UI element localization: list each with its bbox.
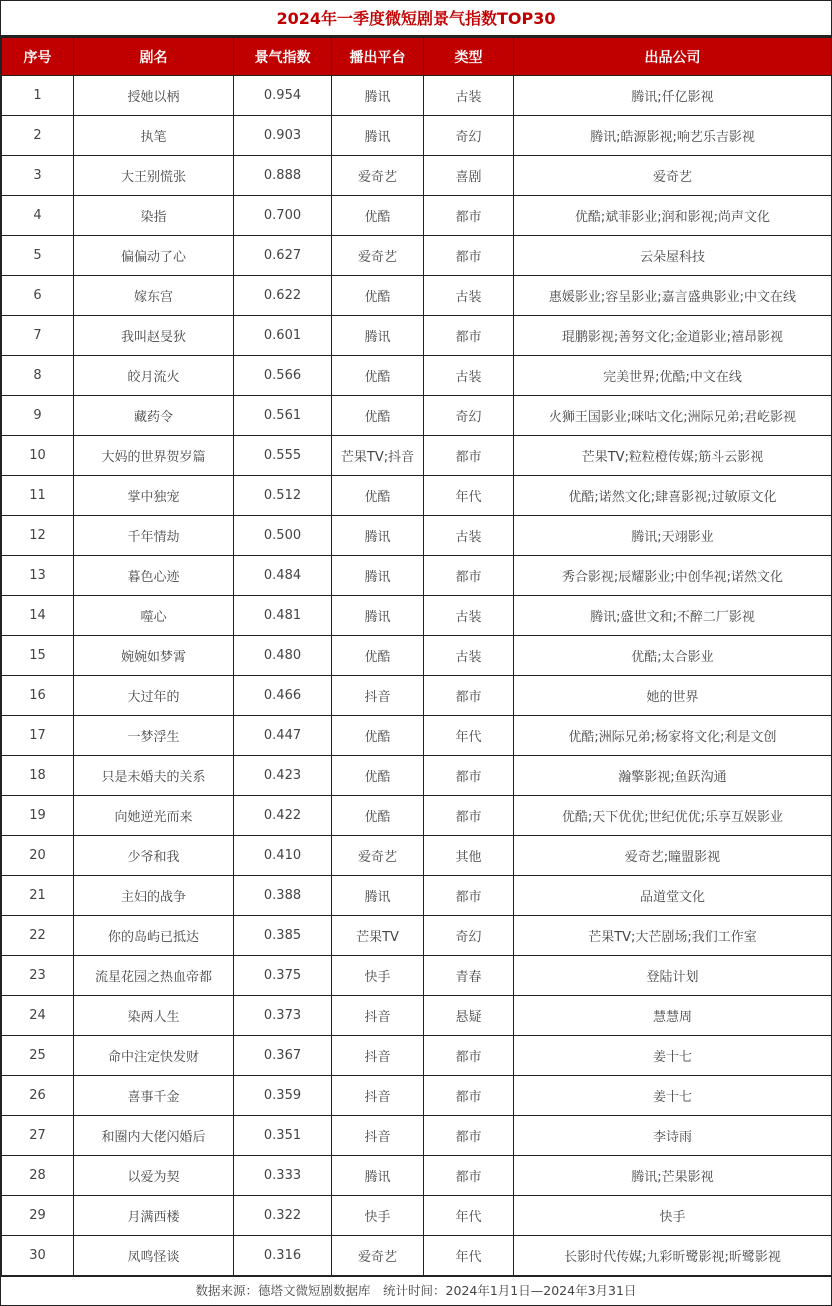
cell-platform: 优酷 [332,356,424,396]
cell-genre: 悬疑 [424,996,514,1036]
cell-genre: 古装 [424,276,514,316]
cell-rank: 10 [2,436,74,476]
cell-platform: 腾讯 [332,876,424,916]
cell-company: 姜十七 [514,1076,832,1116]
table-row [2,1156,832,1196]
cell-rank: 17 [2,716,74,756]
cell-platform: 抖音 [332,996,424,1036]
cell-title: 只是未婚夫的关系 [74,756,234,796]
table-row [2,516,832,556]
cell-genre: 年代 [424,716,514,756]
cell-title: 藏药令 [74,396,234,436]
cell-title: 一梦浮生 [74,716,234,756]
table-row [2,1116,832,1156]
cell-title: 凤鸣怪谈 [74,1236,234,1276]
cell-genre: 年代 [424,476,514,516]
cell-platform: 优酷 [332,716,424,756]
cell-genre: 古装 [424,516,514,556]
cell-index: 0.422 [234,796,332,836]
cell-genre: 喜剧 [424,156,514,196]
cell-platform: 腾讯 [332,516,424,556]
table-row [2,876,832,916]
cell-company: 瀚擎影视;鱼跃沟通 [514,756,832,796]
cell-platform: 爱奇艺 [332,836,424,876]
cell-genre: 都市 [424,436,514,476]
cell-company: 优酷;斌菲影业;润和影视;尚声文化 [514,196,832,236]
table-row [2,476,832,516]
header-row [2,38,832,76]
cell-platform: 优酷 [332,396,424,436]
cell-title: 少爷和我 [74,836,234,876]
table-row [2,1036,832,1076]
ranking-table [1,37,832,1276]
cell-company: 芒果TV;大芒剧场;我们工作室 [514,916,832,956]
cell-genre: 古装 [424,76,514,116]
table-row [2,556,832,596]
table-row [2,436,832,476]
cell-platform: 腾讯 [332,76,424,116]
cell-title: 皎月流火 [74,356,234,396]
cell-company: 优酷;洲际兄弟;杨家将文化;利是文创 [514,716,832,756]
cell-company: 腾讯;盛世文和;不醉二厂影视 [514,596,832,636]
table-row [2,996,832,1036]
cell-index: 0.385 [234,916,332,956]
cell-index: 0.388 [234,876,332,916]
column-header-genre: 类型 [424,38,514,76]
cell-company: 优酷;天下优优;世纪优优;乐享互娱影业 [514,796,832,836]
cell-title: 暮色心迹 [74,556,234,596]
table-body [2,76,832,1276]
cell-rank: 5 [2,236,74,276]
column-header-rank: 序号 [2,38,74,76]
cell-rank: 22 [2,916,74,956]
cell-genre: 都市 [424,756,514,796]
cell-platform: 腾讯 [332,596,424,636]
cell-platform: 抖音 [332,1116,424,1156]
cell-index: 0.480 [234,636,332,676]
column-header-platform: 播出平台 [332,38,424,76]
table-row [2,196,832,236]
cell-index: 0.566 [234,356,332,396]
cell-title: 大王别慌张 [74,156,234,196]
cell-index: 0.373 [234,996,332,1036]
cell-index: 0.333 [234,1156,332,1196]
cell-title: 大过年的 [74,676,234,716]
cell-platform: 抖音 [332,676,424,716]
cell-genre: 奇幻 [424,396,514,436]
cell-company: 云朵屋科技 [514,236,832,276]
table-row [2,596,832,636]
cell-company: 爱奇艺 [514,156,832,196]
cell-platform: 优酷 [332,796,424,836]
cell-rank: 27 [2,1116,74,1156]
cell-company: 她的世界 [514,676,832,716]
cell-index: 0.423 [234,756,332,796]
table-row [2,356,832,396]
cell-genre: 都市 [424,556,514,596]
cell-genre: 都市 [424,236,514,276]
cell-company: 登陆计划 [514,956,832,996]
cell-genre: 都市 [424,316,514,356]
cell-title: 我叫赵旻狄 [74,316,234,356]
cell-index: 0.954 [234,76,332,116]
table-row [2,76,832,116]
cell-genre: 都市 [424,1076,514,1116]
cell-platform: 芒果TV;抖音 [332,436,424,476]
table-row [2,236,832,276]
source-footer: 数据来源：德塔文微短剧数据库 统计时间：2024年1月1日—2024年3月31日 [1,1276,831,1305]
cell-genre: 古装 [424,636,514,676]
cell-company: 惠媛影业;容呈影业;嘉言盛典影业;中文在线 [514,276,832,316]
cell-genre: 年代 [424,1236,514,1276]
cell-genre: 古装 [424,596,514,636]
cell-platform: 优酷 [332,476,424,516]
cell-platform: 腾讯 [332,556,424,596]
cell-genre: 其他 [424,836,514,876]
cell-rank: 12 [2,516,74,556]
cell-platform: 爱奇艺 [332,156,424,196]
cell-rank: 3 [2,156,74,196]
table-row [2,916,832,956]
cell-platform: 爱奇艺 [332,236,424,276]
cell-index: 0.601 [234,316,332,356]
cell-company: 长影时代传媒;九彩昕鹭影视;昕鹭影视 [514,1236,832,1276]
column-header-company: 出品公司 [514,38,832,76]
cell-company: 芒果TV;粒粒橙传媒;筋斗云影视 [514,436,832,476]
table-row [2,836,832,876]
cell-title: 你的岛屿已抵达 [74,916,234,956]
cell-index: 0.484 [234,556,332,596]
table-row [2,396,832,436]
cell-rank: 7 [2,316,74,356]
cell-genre: 古装 [424,356,514,396]
cell-genre: 都市 [424,876,514,916]
cell-title: 执笔 [74,116,234,156]
cell-title: 染指 [74,196,234,236]
cell-title: 命中注定快发财 [74,1036,234,1076]
cell-index: 0.367 [234,1036,332,1076]
cell-rank: 18 [2,756,74,796]
cell-rank: 4 [2,196,74,236]
cell-platform: 快手 [332,1196,424,1236]
cell-title: 主妇的战争 [74,876,234,916]
cell-rank: 15 [2,636,74,676]
cell-genre: 都市 [424,1116,514,1156]
cell-platform: 优酷 [332,276,424,316]
cell-index: 0.447 [234,716,332,756]
cell-rank: 28 [2,1156,74,1196]
cell-company: 完美世界;优酷;中文在线 [514,356,832,396]
cell-company: 爱奇艺;瞳盟影视 [514,836,832,876]
cell-rank: 9 [2,396,74,436]
cell-platform: 腾讯 [332,1156,424,1196]
table-row [2,156,832,196]
cell-platform: 芒果TV [332,916,424,956]
cell-genre: 都市 [424,1156,514,1196]
cell-rank: 1 [2,76,74,116]
cell-index: 0.627 [234,236,332,276]
cell-index: 0.903 [234,116,332,156]
cell-title: 向她逆光而来 [74,796,234,836]
table-row [2,1236,832,1276]
cell-title: 以爱为契 [74,1156,234,1196]
cell-genre: 年代 [424,1196,514,1236]
cell-index: 0.888 [234,156,332,196]
table-row [2,716,832,756]
cell-rank: 2 [2,116,74,156]
cell-index: 0.316 [234,1236,332,1276]
cell-title: 月满西楼 [74,1196,234,1236]
cell-company: 慧慧周 [514,996,832,1036]
cell-company: 火狮王国影业;咪咕文化;洲际兄弟;君屹影视 [514,396,832,436]
table-row [2,636,832,676]
cell-title: 授她以柄 [74,76,234,116]
cell-index: 0.351 [234,1116,332,1156]
cell-company: 腾讯;皓源影视;响艺乐吉影视 [514,116,832,156]
cell-index: 0.622 [234,276,332,316]
cell-company: 腾讯;仟亿影视 [514,76,832,116]
cell-rank: 19 [2,796,74,836]
cell-title: 嫁东宫 [74,276,234,316]
cell-index: 0.512 [234,476,332,516]
cell-rank: 16 [2,676,74,716]
cell-title: 千年情劫 [74,516,234,556]
cell-rank: 23 [2,956,74,996]
cell-rank: 30 [2,1236,74,1276]
table-row [2,1076,832,1116]
cell-platform: 腾讯 [332,116,424,156]
cell-platform: 优酷 [332,636,424,676]
cell-index: 0.466 [234,676,332,716]
cell-genre: 都市 [424,676,514,716]
cell-title: 偏偏动了心 [74,236,234,276]
cell-index: 0.561 [234,396,332,436]
cell-title: 和圈内大佬闪婚后 [74,1116,234,1156]
cell-rank: 20 [2,836,74,876]
cell-platform: 快手 [332,956,424,996]
column-header-title: 剧名 [74,38,234,76]
cell-rank: 24 [2,996,74,1036]
cell-index: 0.322 [234,1196,332,1236]
cell-genre: 奇幻 [424,116,514,156]
table-row [2,1196,832,1236]
cell-company: 品道堂文化 [514,876,832,916]
cell-title: 染两人生 [74,996,234,1036]
table-row [2,676,832,716]
cell-index: 0.555 [234,436,332,476]
cell-genre: 都市 [424,796,514,836]
table-row [2,796,832,836]
cell-company: 优酷;诺然文化;肆喜影视;过敏原文化 [514,476,832,516]
column-header-index: 景气指数 [234,38,332,76]
cell-rank: 29 [2,1196,74,1236]
cell-rank: 21 [2,876,74,916]
cell-platform: 抖音 [332,1036,424,1076]
cell-index: 0.700 [234,196,332,236]
cell-company: 快手 [514,1196,832,1236]
cell-index: 0.481 [234,596,332,636]
cell-rank: 8 [2,356,74,396]
cell-company: 腾讯;芒果影视 [514,1156,832,1196]
cell-rank: 14 [2,596,74,636]
cell-platform: 优酷 [332,756,424,796]
cell-company: 优酷;太合影业 [514,636,832,676]
table-header [2,38,832,76]
page-title: 2024年一季度微短剧景气指数TOP30 [1,1,831,37]
table-row [2,316,832,356]
table-row [2,956,832,996]
cell-genre: 都市 [424,1036,514,1076]
cell-index: 0.375 [234,956,332,996]
cell-index: 0.359 [234,1076,332,1116]
cell-genre: 都市 [424,196,514,236]
cell-title: 喜事千金 [74,1076,234,1116]
cell-platform: 优酷 [332,196,424,236]
table-row [2,756,832,796]
table-row [2,276,832,316]
cell-platform: 抖音 [332,1076,424,1116]
cell-company: 秀合影视;辰耀影业;中创华视;诺然文化 [514,556,832,596]
cell-title: 婉婉如梦霄 [74,636,234,676]
cell-rank: 11 [2,476,74,516]
cell-genre: 青春 [424,956,514,996]
cell-rank: 6 [2,276,74,316]
cell-company: 姜十七 [514,1036,832,1076]
cell-rank: 13 [2,556,74,596]
cell-company: 李诗雨 [514,1116,832,1156]
cell-index: 0.410 [234,836,332,876]
table-row [2,116,832,156]
cell-genre: 奇幻 [424,916,514,956]
cell-platform: 腾讯 [332,316,424,356]
cell-rank: 26 [2,1076,74,1116]
cell-index: 0.500 [234,516,332,556]
cell-title: 掌中独宠 [74,476,234,516]
cell-company: 腾讯;天翊影业 [514,516,832,556]
cell-company: 琨鹏影视;善努文化;金道影业;禧昂影视 [514,316,832,356]
cell-title: 噬心 [74,596,234,636]
cell-platform: 爱奇艺 [332,1236,424,1276]
cell-rank: 25 [2,1036,74,1076]
cell-title: 大妈的世界贺岁篇 [74,436,234,476]
cell-title: 流星花园之热血帝都 [74,956,234,996]
